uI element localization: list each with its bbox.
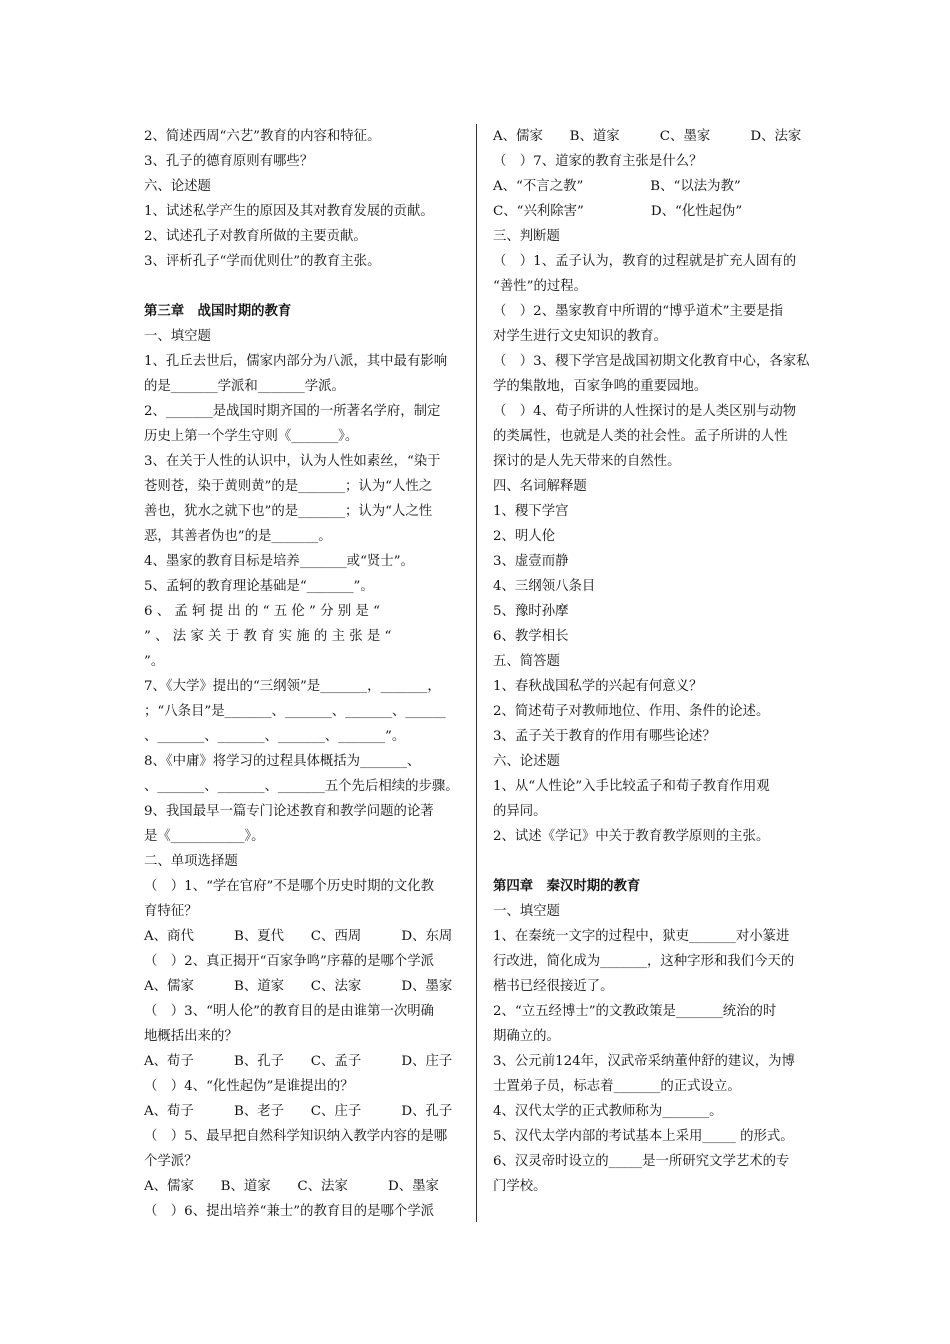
text-line: （ ）1、孟子认为，教育的过程就是扩充人固有的 <box>493 254 797 269</box>
chapter-heading: 第三章 战国时期的教育 <box>144 304 292 319</box>
text-line: A、“不言之教” B、“以法为教” <box>493 179 741 194</box>
column-divider <box>476 124 477 1222</box>
text-line: 9、我国最早一篇专门论述教育和教学问题的论著 <box>144 804 434 819</box>
text-line: 善也，犹水之就下也”的是_______；认为“人之性 <box>144 504 433 519</box>
blank-line <box>493 849 813 874</box>
text-line: 5、孟轲的教育理论基础是“_______”。 <box>144 579 374 594</box>
text-line: 恶，其善者伪也”的是_______。 <box>144 529 332 544</box>
text-line: 2、试述孔子对教育所做的主要贡献。 <box>144 229 367 244</box>
text-line: 1、孔丘去世后，儒家内部分为八派，其中最有影响 <box>144 354 448 369</box>
text-line: ”。 <box>144 654 165 669</box>
text-line: 六、论述题 <box>493 754 560 769</box>
text-line: 3、在关于人性的认识中，认为人性如素丝，“染于 <box>144 454 441 469</box>
text-line: 探讨的是人先天带来的自然性。 <box>493 454 681 469</box>
text-line: 五、简答题 <box>493 654 560 669</box>
text-line: （ ）2、墨家教育中所谓的“博乎道术”主要是指 <box>493 304 784 319</box>
text-line: ；“八条目”是_______、_______、_______、______ <box>144 704 446 719</box>
text-line: 地概括出来的？ <box>144 1029 238 1044</box>
text-line: 、_______、_______、_______五个先后相续的步骤。 <box>144 779 459 794</box>
text-line: 6 、 孟 轲 提 出 的 “ 五 伦 ” 分 别 是 “ <box>144 604 380 619</box>
text-line: 历史上第一个学生守则《_______》。 <box>144 429 359 444</box>
text-line: 5、汉代太学内部的考试基本上采用_____ 的形式。 <box>493 1129 794 1144</box>
text-line: A、儒家 B、道家 C、法家 D、墨家 <box>144 1179 439 1194</box>
text-line: 2、_______是战国时期齐国的一所著名学府，制定 <box>144 404 441 419</box>
text-line: “善性”的过程。 <box>493 279 588 294</box>
text-line: 3、虚壹而静 <box>493 554 569 569</box>
chapter-heading: 第四章 秦汉时期的教育 <box>493 879 641 894</box>
text-line: 8、《中庸》将学习的过程具体概括为_______、 <box>144 754 421 769</box>
text-line: （ ）3、稷下学宫是战国初期文化教育中心，各家私 <box>493 354 810 369</box>
text-line: （ ）5、最早把自然科学知识纳入教学内容的是哪 <box>144 1129 448 1144</box>
text-line: 1、从“人性论”入手比较孟子和荀子教育作用观 <box>493 779 770 794</box>
text-line: 3、公元前124年，汉武帝采纳董仲舒的建议，为博 <box>493 1054 795 1069</box>
text-line: （ ）1、“学在官府”不是哪个历史时期的文化教 <box>144 879 435 894</box>
text-line: （ ）3、“明人伦”的教育目的是由谁第一次明确 <box>144 1004 435 1019</box>
text-line: 六、论述题 <box>144 179 211 194</box>
text-line: 士置弟子员，标志着_______的正式设立。 <box>493 1079 741 1094</box>
text-line: A、商代 B、夏代 C、西周 D、东周 <box>144 929 453 944</box>
text-line: 的类属性，也就是人类的社会性。孟子所讲的人性 <box>493 429 788 444</box>
text-line: 3、孔子的德育原则有哪些？ <box>144 154 314 169</box>
text-line: 7、《大学》提出的“三纲领”是_______，_______， <box>144 679 441 694</box>
text-line: A、儒家 B、道家 C、墨家 D、法家 <box>493 129 802 144</box>
text-line: 育特征？ <box>144 904 198 919</box>
text-line: 3、评析孔子“学而优则仕”的教育主张。 <box>144 254 381 269</box>
text-line: 2、明人伦 <box>493 529 556 544</box>
text-line: 一、填空题 <box>144 329 211 344</box>
text-line: ” 、 法 家 关 于 教 育 实 施 的 主 张 是 “ <box>144 629 392 644</box>
text-line: 2、试述《学记》中关于教育教学原则的主张。 <box>493 829 770 844</box>
text-line: 4、墨家的教育目标是培养_______或“贤士”。 <box>144 554 414 569</box>
text-line: （ ）4、荀子所讲的人性探讨的是人类区别与动物 <box>493 404 797 419</box>
text-line: 4、汉代太学的正式教师称为_______。 <box>493 1104 723 1119</box>
left-column <box>144 124 464 1224</box>
text-line: 1、在秦统一文字的过程中，狱吏_______对小篆进 <box>493 929 790 944</box>
text-line: 门学校。 <box>493 1179 547 1194</box>
text-line: 四、名词解释题 <box>493 479 587 494</box>
text-line: 6、教学相长 <box>493 629 569 644</box>
text-line: 1、稷下学宫 <box>493 504 569 519</box>
text-line: 行改进，简化成为_______，这种字形和我们今天的 <box>493 954 795 969</box>
text-line: 学的集散地，百家争鸣的重要园地。 <box>493 379 708 394</box>
text-line: 6、汉灵帝时设立的_____是一所研究文学艺术的专 <box>493 1154 790 1169</box>
text-line: 一、填空题 <box>493 904 560 919</box>
text-line: 对学生进行文史知识的教育。 <box>493 329 668 344</box>
text-line: （ ）7、道家的教育主张是什么？ <box>493 154 703 169</box>
text-line: （ ）2、真正揭开“百家争鸣”序幕的是哪个学派 <box>144 954 435 969</box>
text-line: A、荀子 B、老子 C、庄子 D、孔子 <box>144 1104 453 1119</box>
text-line: 5、豫时孙摩 <box>493 604 569 619</box>
right-column <box>493 124 813 1199</box>
text-line: 楷书已经很接近了。 <box>493 979 614 994</box>
text-line: 、_______、_______、_______、_______”。 <box>144 729 406 744</box>
text-line: 1、试述私学产生的原因及其对教育发展的贡献。 <box>144 204 434 219</box>
text-line: 三、判断题 <box>493 229 560 244</box>
text-line: 的异同。 <box>493 804 547 819</box>
text-line: 2、“立五经博士”的文教政策是_______统治的时 <box>493 1004 777 1019</box>
blank-line <box>144 274 464 299</box>
text-line: 苍则苍，染于黄则黄”的是_______；认为“人性之 <box>144 479 433 494</box>
text-line: 4、三纲领八条目 <box>493 579 596 594</box>
text-line: 3、孟子关于教育的作用有哪些论述？ <box>493 729 716 744</box>
text-line: 是《___________》。 <box>144 829 265 844</box>
text-line: 2、简述荀子对教师地位、作用、条件的论述。 <box>493 704 770 719</box>
text-line: 的是_______学派和_______学派。 <box>144 379 345 394</box>
text-line: 二、单项选择题 <box>144 854 238 869</box>
text-line: A、儒家 B、道家 C、法家 D、墨家 <box>144 979 453 994</box>
text-line: 期确立的。 <box>493 1029 560 1044</box>
text-line: A、荀子 B、孔子 C、孟子 D、庄子 <box>144 1054 453 1069</box>
text-line: 个学派？ <box>144 1154 198 1169</box>
text-line: 1、春秋战国私学的兴起有何意义？ <box>493 679 703 694</box>
text-line: （ ）6、提出培养“兼士”的教育目的是哪个学派 <box>144 1204 435 1219</box>
text-line: （ ）4、“化性起伪”是谁提出的？ <box>144 1079 354 1094</box>
text-line: C、“兴利除害” D、“化性起伪” <box>493 204 743 219</box>
text-line: 2、简述西周“六艺”教育的内容和特征。 <box>144 129 381 144</box>
